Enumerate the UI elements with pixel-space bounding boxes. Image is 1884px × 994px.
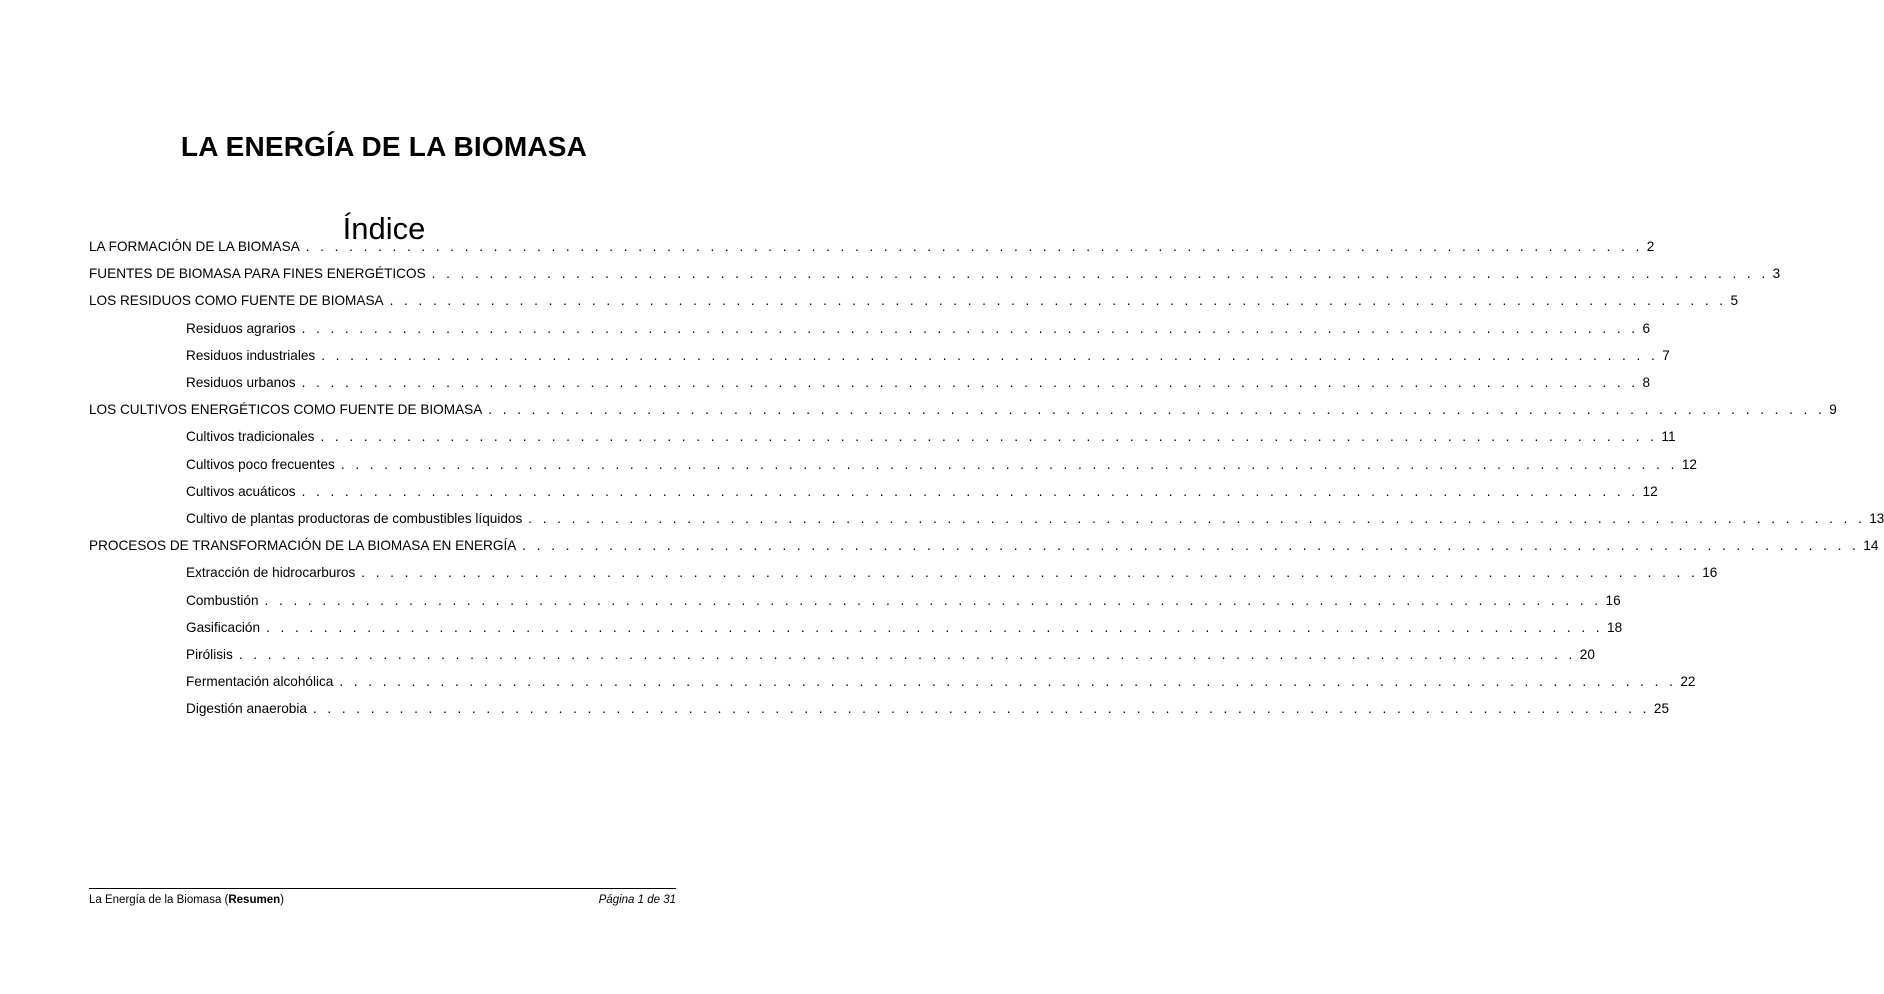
toc-entry-title: Extracción de hidrocarburos — [186, 564, 361, 581]
toc-dot-leader: . . . . . . . . . . . . . . . . . . . . . . . . . . . . . . . . . . . . . . . . . . . . . . . . . . . . . . . . . . . . . . . . . . . . . . . . . . . . . . . . . . . . . . . . . . . . . — [340, 456, 1678, 472]
toc-dot-leader: . . . . . . . . . . . . . . . . . . . . . . . . . . . . . . . . . . . . . . . . . . . . . . . . . . . . . . . . . . . . . . . . . . . . . . . . . . . . . . . . . . . . . . . . . . . . . — [431, 266, 1769, 282]
toc-entry-title: Digestión anaerobia — [186, 700, 313, 717]
toc-dot-leader: . . . . . . . . . . . . . . . . . . . . . . . . . . . . . . . . . . . . . . . . . . . . . . . . . . . . . . . . . . . . . . . . . . . . . . . . . . . . . . . . . . . . . . . . . . . . . — [301, 375, 1639, 391]
toc-page-number: 20 — [1576, 646, 1595, 663]
footer-bold-text: Resumen — [228, 894, 281, 906]
toc-page-number: 14 — [1859, 537, 1878, 554]
toc-page-number: 8 — [1639, 374, 1651, 391]
toc-subsection-entry[interactable] — [89, 369, 1651, 396]
toc-subsection-entry[interactable] — [89, 478, 1658, 505]
toc-subsection-entry[interactable] — [89, 505, 1884, 532]
toc-dot-leader: . . . . . . . . . . . . . . . . . . . . . . . . . . . . . . . . . . . . . . . . . . . . . . . . . . . . . . . . . . . . . . . . . . . . . . . . . . . . . . . . . . . . . . . . . . . . . — [321, 347, 1659, 363]
footer-divider — [89, 888, 676, 889]
toc-page-number: 6 — [1639, 320, 1651, 337]
toc-subsection-entry[interactable] — [89, 342, 1670, 369]
document-title: LA ENERGÍA DE LA BIOMASA — [180, 130, 588, 162]
toc-page-number: 12 — [1639, 483, 1658, 500]
toc-entry-title: Cultivos acuáticos — [186, 483, 302, 500]
toc-dot-leader: . . . . . . . . . . . . . . . . . . . . . . . . . . . . . . . . . . . . . . . . . . . . . . . . . . . . . . . . . . . . . . . . . . . . . . . . . . . . . . . . . . . . . . . . . . . . . — [361, 565, 1699, 581]
table-of-contents — [89, 233, 1884, 722]
toc-entry-title: Residuos industriales — [186, 347, 321, 364]
toc-dot-leader: . . . . . . . . . . . . . . . . . . . . . . . . . . . . . . . . . . . . . . . . . . . . . . . . . . . . . . . . . . . . . . . . . . . . . . . . . . . . . . . . . . . . . . . . . . . . . — [301, 483, 1639, 499]
toc-page-number: 13 — [1865, 510, 1884, 527]
toc-section-entry[interactable] — [89, 396, 1837, 423]
toc-entry-title: Residuos urbanos — [186, 374, 302, 391]
toc-subsection-entry[interactable] — [89, 641, 1595, 668]
toc-entry-title: Pirólisis — [186, 646, 239, 663]
toc-subsection-entry[interactable] — [89, 559, 1718, 586]
toc-entry-title: FUENTES DE BIOMASA PARA FINES ENERGÉTICOS — [89, 265, 432, 282]
toc-dot-leader: . . . . . . . . . . . . . . . . . . . . . . . . . . . . . . . . . . . . . . . . . . . . . . . . . . . . . . . . . . . . . . . . . . . . . . . . . . . . . . . . . . . . . . . . . . . . . — [522, 538, 1860, 554]
toc-page-number: 11 — [1657, 428, 1675, 445]
toc-page-number: 12 — [1678, 456, 1697, 473]
toc-page-number: 9 — [1825, 401, 1837, 418]
toc-entry-title: Fermentación alcohólica — [186, 673, 339, 690]
toc-entry-title: Gasificación — [186, 619, 266, 636]
page-number: Página 1 de 31 — [598, 894, 676, 906]
toc-subsection-entry[interactable] — [89, 695, 1670, 722]
toc-page-number: 16 — [1602, 592, 1621, 609]
toc-entry-title: LOS RESIDUOS COMO FUENTE DE BIOMASA — [89, 292, 390, 309]
toc-dot-leader: . . . . . . . . . . . . . . . . . . . . . . . . . . . . . . . . . . . . . . . . . . . . . . . . . . . . . . . . . . . . . . . . . . . . . . . . . . . . . . . . . . . . . . . . . . . . . — [305, 239, 1643, 255]
toc-subsection-entry[interactable] — [89, 451, 1697, 478]
toc-page-number: 3 — [1769, 265, 1781, 282]
toc-subsection-entry[interactable] — [89, 614, 1623, 641]
toc-page-number: 5 — [1727, 292, 1739, 309]
footer-document-name — [89, 893, 284, 908]
toc-subsection-entry[interactable] — [89, 586, 1621, 613]
toc-subsection-entry[interactable] — [89, 423, 1676, 450]
toc-dot-leader: . . . . . . . . . . . . . . . . . . . . . . . . . . . . . . . . . . . . . . . . . . . . . . . . . . . . . . . . . . . . . . . . . . . . . . . . . . . . . . . . . . . . . . . . . . . . . — [301, 320, 1639, 336]
footer-close-paren: ) — [280, 894, 284, 906]
toc-dot-leader: . . . . . . . . . . . . . . . . . . . . . . . . . . . . . . . . . . . . . . . . . . . . . . . . . . . . . . . . . . . . . . . . . . . . . . . . . . . . . . . . . . . . . . . . . . . . . — [320, 429, 1658, 445]
index-heading: Índice — [342, 210, 426, 246]
toc-dot-leader: . . . . . . . . . . . . . . . . . . . . . . . . . . . . . . . . . . . . . . . . . . . . . . . . . . . . . . . . . . . . . . . . . . . . . . . . . . . . . . . . . . . . . . . . . . . . . — [528, 510, 1866, 526]
footer-text: La Energía de la Biomasa ( — [89, 894, 229, 906]
toc-page-number: 22 — [1676, 673, 1695, 690]
toc-dot-leader: . . . . . . . . . . . . . . . . . . . . . . . . . . . . . . . . . . . . . . . . . . . . . . . . . . . . . . . . . . . . . . . . . . . . . . . . . . . . . . . . . . . . . . . . . . . . . — [488, 402, 1826, 418]
toc-dot-leader: . . . . . . . . . . . . . . . . . . . . . . . . . . . . . . . . . . . . . . . . . . . . . . . . . . . . . . . . . . . . . . . . . . . . . . . . . . . . . . . . . . . . . . . . . . . . . — [266, 619, 1604, 635]
toc-dot-leader: . . . . . . . . . . . . . . . . . . . . . . . . . . . . . . . . . . . . . . . . . . . . . . . . . . . . . . . . . . . . . . . . . . . . . . . . . . . . . . . . . . . . . . . . . . . . . — [389, 293, 1727, 309]
toc-entry-title: LA FORMACIÓN DE LA BIOMASA — [89, 238, 306, 255]
toc-section-entry[interactable] — [89, 260, 1781, 287]
toc-subsection-entry[interactable] — [89, 315, 1651, 342]
toc-entry-title: LOS CULTIVOS ENERGÉTICOS COMO FUENTE DE BIOMASA — [89, 401, 488, 418]
toc-page-number: 16 — [1698, 564, 1717, 581]
toc-entry-title: Cultivos tradicionales — [186, 428, 320, 445]
toc-section-entry[interactable] — [89, 233, 1655, 260]
toc-dot-leader: . . . . . . . . . . . . . . . . . . . . . . . . . . . . . . . . . . . . . . . . . . . . . . . . . . . . . . . . . . . . . . . . . . . . . . . . . . . . . . . . . . . . . . . . . . . . . — [339, 674, 1677, 690]
toc-page-number: 18 — [1603, 619, 1622, 636]
toc-page-number: 7 — [1658, 347, 1670, 364]
toc-entry-title: Cultivos poco frecuentes — [186, 456, 341, 473]
toc-subsection-entry[interactable] — [89, 668, 1696, 695]
toc-entry-title: Cultivo de plantas productoras de combustibles líquidos — [186, 510, 528, 527]
toc-section-entry[interactable] — [89, 287, 1739, 314]
toc-dot-leader: . . . . . . . . . . . . . . . . . . . . . . . . . . . . . . . . . . . . . . . . . . . . . . . . . . . . . . . . . . . . . . . . . . . . . . . . . . . . . . . . . . . . . . . . . . . . . — [312, 701, 1650, 717]
toc-entry-title: Residuos agrarios — [186, 320, 302, 337]
toc-dot-leader: . . . . . . . . . . . . . . . . . . . . . . . . . . . . . . . . . . . . . . . . . . . . . . . . . . . . . . . . . . . . . . . . . . . . . . . . . . . . . . . . . . . . . . . . . . . . . — [238, 646, 1576, 662]
toc-entry-title: Combustión — [186, 592, 265, 609]
toc-page-number: 25 — [1650, 700, 1669, 717]
toc-section-entry[interactable] — [89, 532, 1879, 559]
toc-dot-leader: . . . . . . . . . . . . . . . . . . . . . . . . . . . . . . . . . . . . . . . . . . . . . . . . . . . . . . . . . . . . . . . . . . . . . . . . . . . . . . . . . . . . . . . . . . . . . — [264, 592, 1602, 608]
toc-entry-title: PROCESOS DE TRANSFORMACIÓN DE LA BIOMASA EN ENERGÍA — [89, 537, 522, 554]
toc-page-number: 2 — [1643, 238, 1655, 255]
